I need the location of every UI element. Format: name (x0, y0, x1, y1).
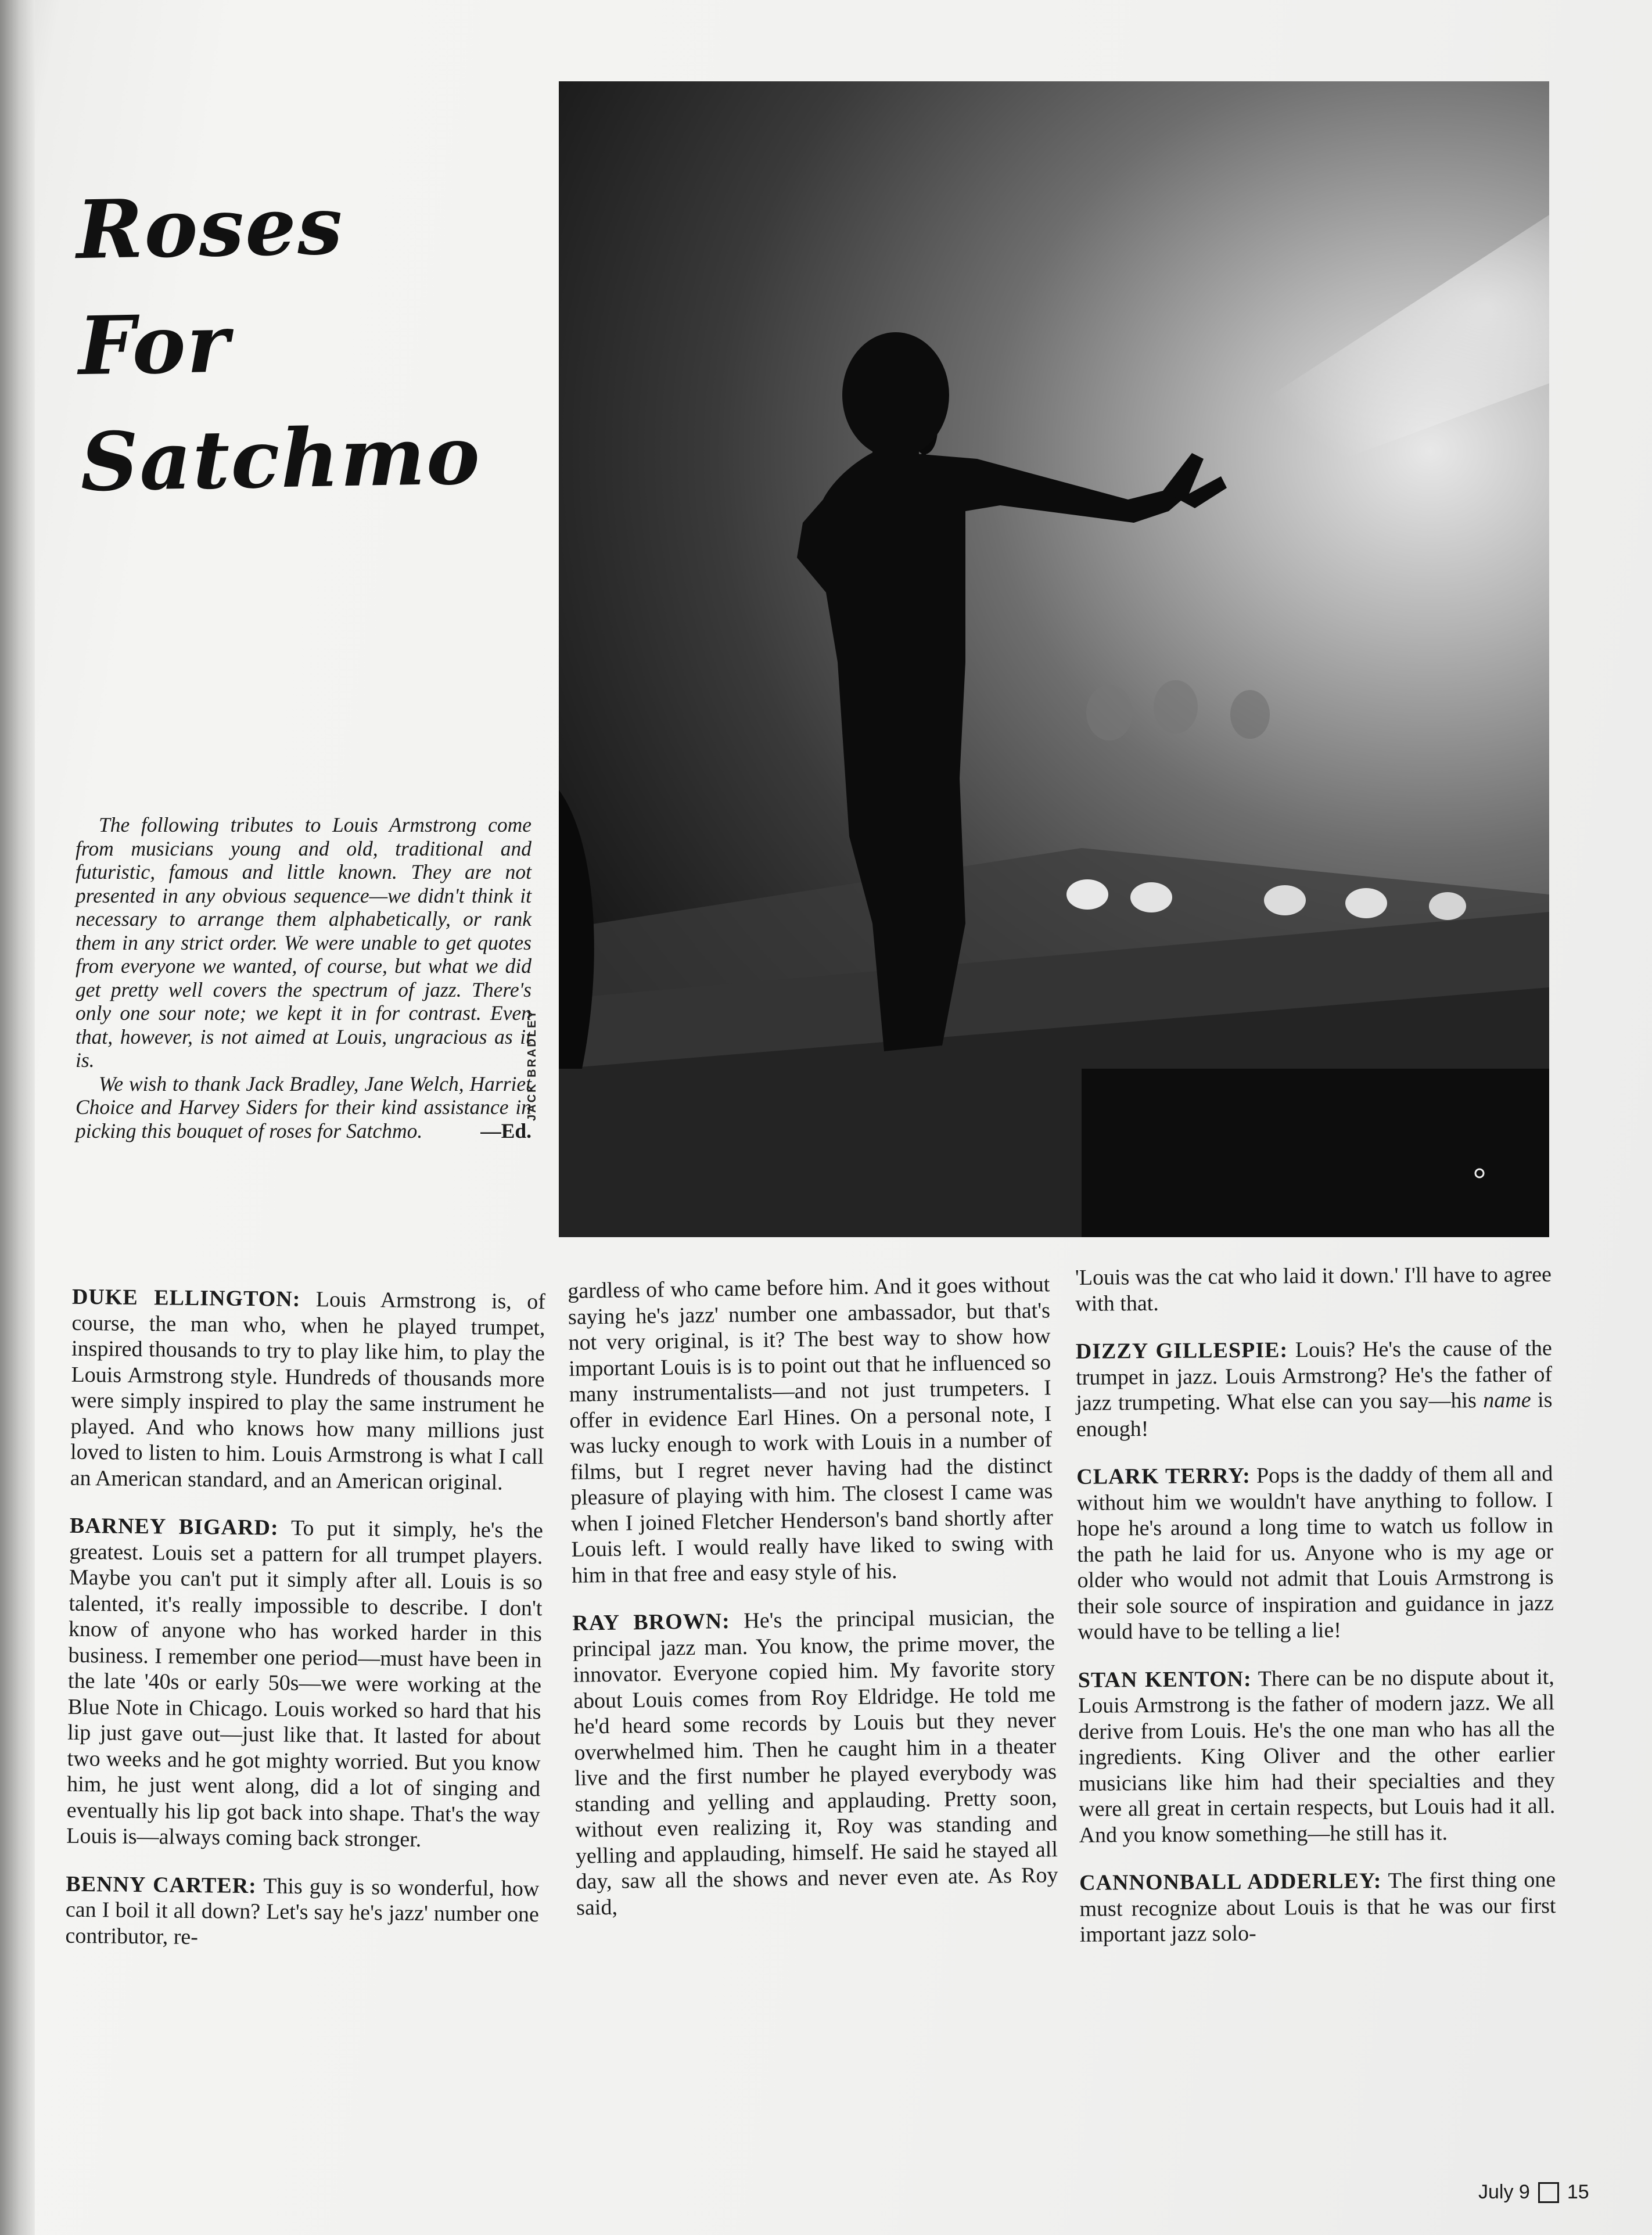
text-column-2 (568, 1271, 1059, 1942)
emphasis-text: name (1483, 1388, 1531, 1413)
musician-name: RAY BROWN: (572, 1609, 731, 1636)
tribute-text: To put it simply, he's the greatest. Louis set a pattern for all trumpet players. Maybe you can't put it simply after all. Louis is so talented, it's really impossible to describe. I don't know of anyone who has worked harder in this business. I remember one period—must have been in the late '40s or early 50s—we were working at the Blue Note in Chicago. Louis worked so hard that his lip just gave out—just like that. It lasted for about two weeks and he got mighty worried. But you know him, he just went along, did a lot of singing and eventually his lip got back into shape. That's the way Louis is—always coming back stronger. (66, 1515, 544, 1852)
tribute-continuation (1075, 1262, 1552, 1317)
text-column-3 (1075, 1262, 1556, 1970)
tribute-text: Louis? He's the cause of the trumpet in jazz. Louis Armstrong? He's the father of jazz trumpeting. What else can you say—his (1075, 1336, 1553, 1415)
tribute-text: This guy is so wonderful, how can I boil it all down? Let's say he's jazz' number one contributor, re- (65, 1873, 540, 1949)
issue-date: July 9 (1478, 2181, 1530, 2203)
tribute-text: gardless of who came before him. And it goes without saying he's jazz' number one ambassador, but that's not very original, is it? The best way to show how important Louis is is to point out that he influenced so many instrumentalists—and not just trumpeters. I offer in evidence Earl Hines. On a personal note, I was lucky enough to work with Louis in a number of films, but I regret never having had the distinct pleasure of playing with him. The closest I came was when I joined Fletcher Henderson's band shortly after Louis left. I would really have liked to swing with him in that free and easy style of his. (568, 1272, 1054, 1588)
musician-name: DIZZY GILLESPIE: (1075, 1338, 1288, 1364)
title-line: Satchmo (80, 408, 482, 510)
photo-credit: JACK BRADLEY (526, 1009, 538, 1121)
text-column-1 (65, 1284, 545, 1975)
musician-name: BARNEY BIGARD: (69, 1513, 279, 1540)
musician-name: CANNONBALL ADDERLEY: (1079, 1869, 1382, 1895)
title-line: For (77, 296, 231, 394)
editor-intro (76, 813, 531, 1143)
intro-paragraph: We wish to thank Jack Bradley, Jane Welch, Harriet Choice and Harvey Siders for their kind assistance in picking this bouquet of roses for Satchmo. (76, 1072, 531, 1142)
tribute-text: Pops is the daddy of them all and without him we wouldn't have anything to follow. I hope he's around a long time to watch us follow in the path he laid for us. Anyone who is my age or older who would not admit that Louis Armstrong is their sole source of inspiration and guidance in jazz would have to be telling a lie! (1076, 1461, 1554, 1644)
editor-signature: —Ed. (480, 1119, 531, 1142)
page-folio (1478, 2181, 1589, 2204)
tribute-paragraph (1076, 1335, 1553, 1442)
page-number: 15 (1567, 2181, 1589, 2203)
tribute-text: 'Louis was the cat who laid it down.' I'll have to agree with that. (1075, 1262, 1552, 1316)
performer-silhouette (559, 81, 1549, 1237)
intro-paragraph: The following tributes to Louis Armstrong come from musicians young and old, traditional and futuristic, famous and little known. They are not presented in any obvious sequence—we didn't think it necessary to arrange them alphabetically, or rank them in any strict order. We were unable to get quotes from everyone we wanted, of course, but what we did get pretty well covers the spectrum of jazz. There's only one sour note; we kept it in for contrast. Even that, however, is not aimed at Louis, ungracious as it is. (76, 813, 531, 1072)
article-title (76, 165, 488, 520)
tribute-paragraph (1079, 1867, 1556, 1947)
musician-name: BENNY CARTER: (66, 1871, 257, 1898)
folio-box-icon (1538, 2182, 1559, 2203)
tribute-text: is enough! (1076, 1388, 1553, 1442)
tribute-paragraph (65, 1871, 539, 1953)
tribute-text: There can be no dispute about it, Louis Armstrong is the father of modern jazz. We all derive from Louis. He's the one man who has all the ingredients. King Oliver and the other earlier musicians like him had their specialties and they were all great in certain respects, but Louis had it all. And you know something—he still has it. (1078, 1664, 1556, 1848)
tribute-paragraph (572, 1604, 1058, 1921)
tribute-paragraph (70, 1284, 545, 1496)
tribute-text: The first thing one must recognize about Louis is that he was our first important jazz solo- (1079, 1867, 1556, 1947)
title-line: Roses (76, 178, 344, 278)
page-gutter (0, 0, 35, 2235)
tribute-text: He's the principal musician, the principal jazz man. You know, the prime mover, the innovator. Everyone copied him. My favorite story about Louis comes from Roy Eldridge. He told me he'd heard some records by Louis but they never overwhelmed him. Then he caught him in a theater live and the first number he played everybody was standing and yelling and applauding. Pretty soon, without even realizing it, Roy was standing and yelling and applauding, himself. He said he stayed all day, saw all the shows and never even ate. As Roy said, (572, 1604, 1058, 1920)
tribute-paragraph (66, 1513, 543, 1854)
musician-name: STAN KENTON: (1078, 1666, 1252, 1693)
tribute-paragraph (1076, 1461, 1554, 1645)
tribute-text: Louis Armstrong is, of course, the man who, when he played trumpet, inspired thousands to try to play like him, to play the Louis Armstrong style. Hundreds of thousands more were simply inspired to play the same instrument he played. And who knows how many millions just loved to listen to him. Louis Armstrong is what I call an American standard, and an American original. (70, 1287, 546, 1495)
stage-photo (559, 81, 1549, 1237)
tribute-continuation (568, 1271, 1054, 1589)
musician-name: CLARK TERRY: (1076, 1463, 1251, 1489)
tribute-paragraph (1078, 1664, 1556, 1848)
musician-name: DUKE ELLINGTON: (71, 1284, 301, 1311)
